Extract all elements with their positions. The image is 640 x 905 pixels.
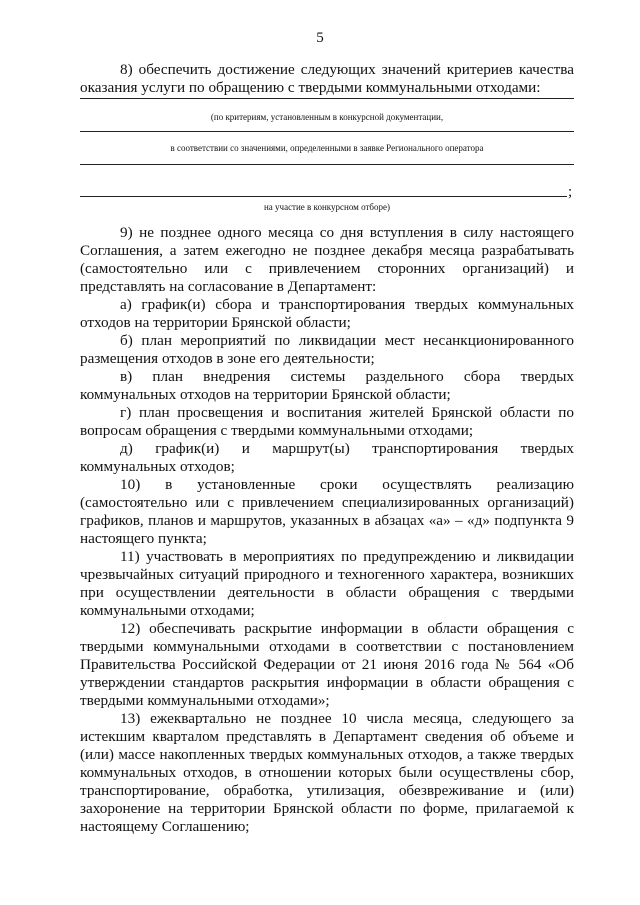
caption-participation: на участие в конкурсном отборе) [263, 202, 391, 212]
caption-criteria: (по критериям, установленным в конкурсной документации, [210, 112, 444, 122]
paragraph-item-11: 11) участвовать в мероприятиях по предупреждению и ликвидации чрезвычайных ситуаций природного и техногенного характера, возникших при осуществлении деятельности в области обращения с твердыми коммунальными отходами; [80, 548, 574, 619]
fill-line-semicolon: ; [568, 184, 573, 200]
fill-line-2 [80, 131, 574, 132]
paragraph-item-13: 13) ежеквартально не позднее 10 числа месяца, следующего за истекшим кварталом представлять в Департамент сведения об объеме и (или) массе накопленных твердых коммунальных отходов, а также твердых коммунальных отходов, в отношении которых были осуществлены сбор, транспортирование, обработка, утилизация, обезвреживание и (или) захоронение на территории Брянской области по форме, прилагаемой к настоящему Соглашению; [80, 710, 574, 835]
caption-values: в соответствии со значениями, определенными в заявке Регионального оператора [170, 143, 484, 153]
paragraph-item-12: 12) обеспечивать раскрытие информации в области обращения с твердыми коммунальными отходами в соответствии с постановлением Правительства Российской Федерации от 21 июня 2016 года № 564 «Об утверждении стандартов раскрытия информации в области обращения с твердыми коммунальными отходами»; [80, 620, 574, 709]
fill-line-4 [80, 196, 567, 197]
paragraph-item-9c: в) план внедрения системы раздельного сбора твердых коммунальных отходов на территории Брянской области; [80, 368, 574, 403]
fill-line-1 [80, 98, 574, 99]
paragraph-item-9e: д) график(и) и маршрут(ы) транспортирования твердых коммунальных отходов; [80, 440, 574, 475]
paragraph-item-9d: г) план просвещения и воспитания жителей Брянской области по вопросам обращения с твердыми коммунальными отходами; [80, 404, 574, 439]
paragraph-item-8: 8) обеспечить достижение следующих значений критериев качества оказания услуги по обращению с твердыми коммунальными отходами: [80, 61, 574, 96]
paragraph-item-9a: а) график(и) сбора и транспортирования твердых коммунальных отходов на территории Брянской области; [80, 296, 574, 331]
paragraph-item-9b: б) план мероприятий по ликвидации мест несанкционированного размещения отходов в зоне его деятельности; [80, 332, 574, 367]
main-body-text [80, 224, 574, 836]
fill-line-3 [80, 164, 574, 165]
paragraph-item-9: 9) не позднее одного месяца со дня вступления в силу настоящего Соглашения, а затем ежегодно не позднее декабря месяца разрабатывать (самостоятельно или с привлечением сторонних организаций) и представлять на согласование в Департамент: [80, 224, 574, 295]
paragraph-item-10: 10) в установленные сроки осуществлять реализацию (самостоятельно или с привлечением специализированных организаций) графиков, планов и маршрутов, указанных в абзацах «а» – «д» подпункта 9 настоящего пункта; [80, 476, 574, 547]
item-8-paragraph [80, 61, 574, 97]
page-number: 5 [316, 30, 324, 46]
